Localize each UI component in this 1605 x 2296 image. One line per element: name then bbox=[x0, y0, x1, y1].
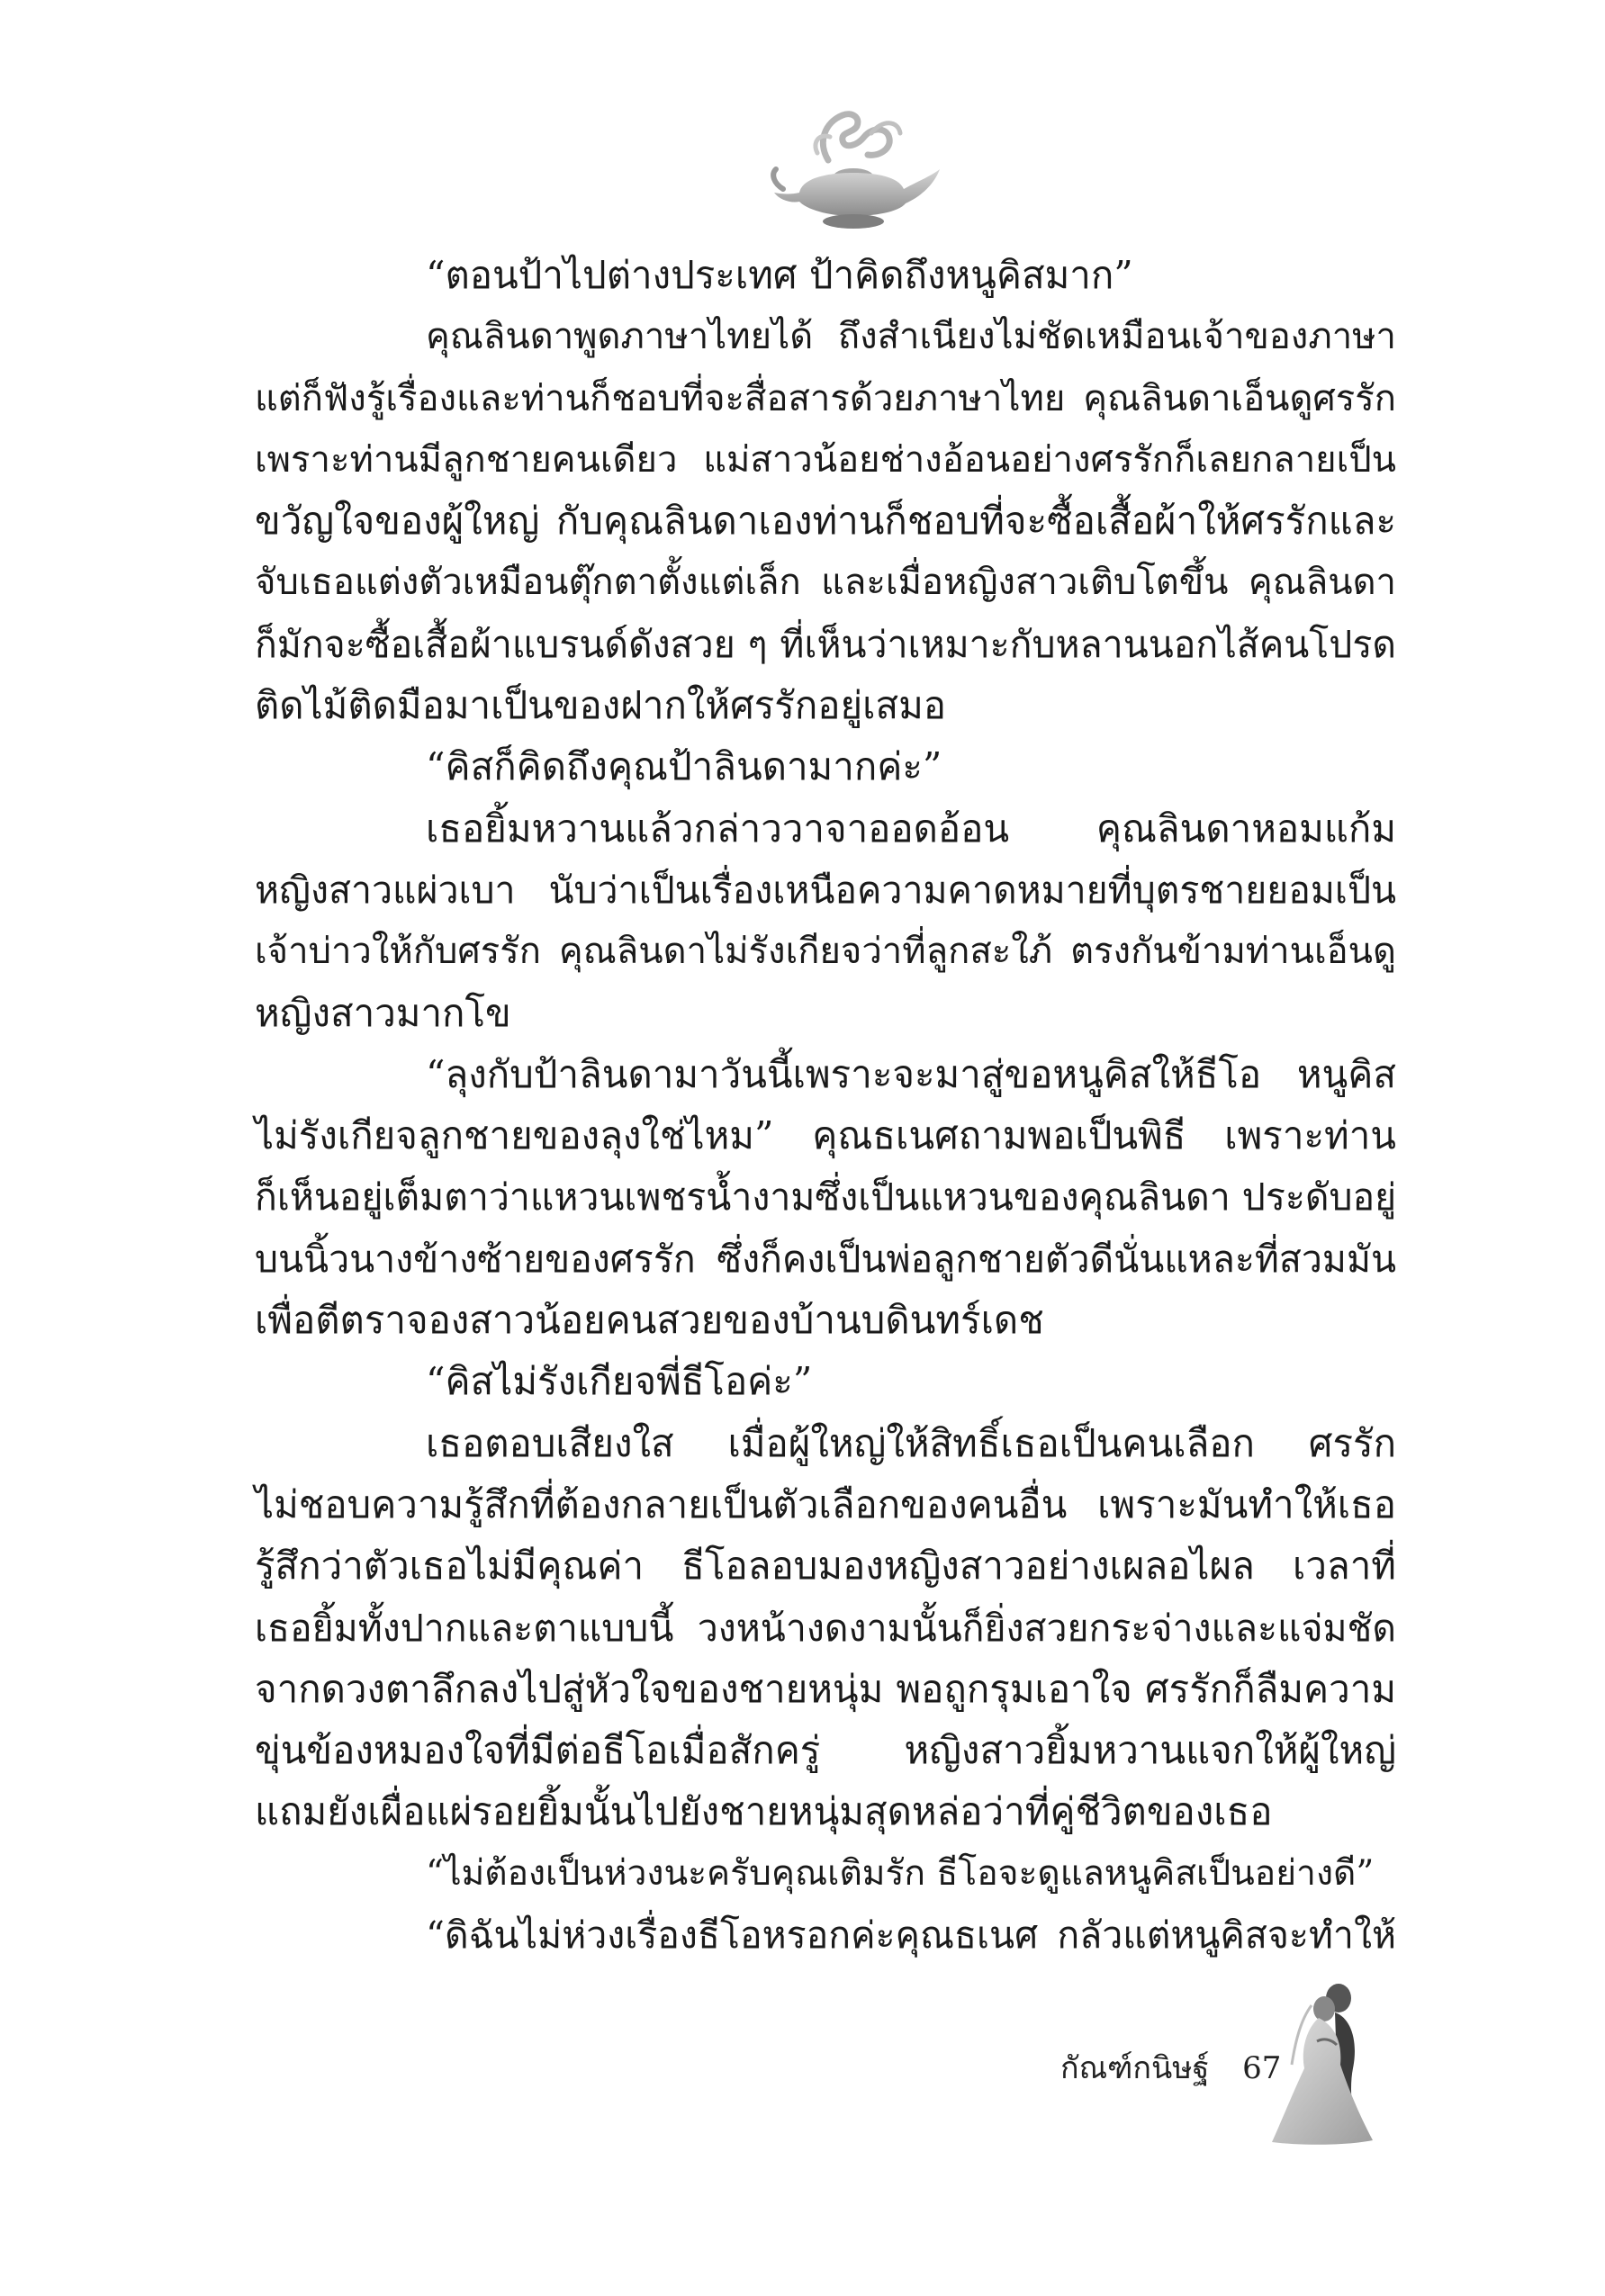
text-line bbox=[255, 798, 1396, 860]
text-line bbox=[255, 860, 1396, 921]
text-line bbox=[255, 491, 1396, 552]
text-line bbox=[255, 1904, 1396, 1966]
text-line bbox=[255, 1781, 1396, 1842]
text-line bbox=[255, 1044, 1396, 1105]
text-line-content: เจ้าบ่าวให้กับศรรัก คุณลินดาไม่รังเกียจว่าที่ลูกสะใภ้ ตรงกันข้ามท่านเอ็นดู bbox=[255, 931, 1396, 973]
text-line-content: เพื่อตีตราจองสาวน้อยคนสวยของบ้านบดินทร์เดช bbox=[255, 1298, 1044, 1343]
text-line bbox=[255, 1290, 1396, 1351]
genie-lamp-icon bbox=[763, 106, 943, 232]
text-line bbox=[255, 736, 1396, 797]
text-line-content: คุณลินดาพูดภาษาไทยได้ ถึงสำเนียงไม่ชัดเหมือนเจ้าของภาษา bbox=[426, 316, 1396, 358]
text-line-content: ติดไม้ติดมือมาเป็นของฝากให้ศรรักอยู่เสมอ bbox=[255, 683, 947, 728]
text-line-content: จากดวงตาลึกลงไปสู่หัวใจของชายหนุ่ม พอถูกรุมเอาใจ ศรรักก็ลืมความ bbox=[255, 1666, 1396, 1711]
text-line bbox=[255, 1474, 1396, 1535]
bride-groom-icon bbox=[1265, 1978, 1400, 2145]
text-line bbox=[255, 1413, 1396, 1474]
text-line bbox=[255, 1535, 1396, 1597]
text-line-content: แต่ก็ฟังรู้เรื่องและท่านก็ชอบที่จะสื่อสารด้วยภาษาไทย คุณลินดาเอ็นดูศรรัก bbox=[255, 377, 1396, 419]
text-line bbox=[255, 675, 1396, 736]
text-line bbox=[255, 1659, 1396, 1720]
text-line-content: ก็มักจะซื้อเสื้อผ้าแบรนด์ดังสวย ๆ ที่เห็นว่าเหมาะกับหลานนอกไส้คนโปรด bbox=[255, 622, 1396, 666]
book-title: กัณฑ์กนิษฐ์ bbox=[1060, 2050, 1210, 2086]
text-line bbox=[255, 1598, 1396, 1659]
text-line bbox=[255, 306, 1396, 367]
text-line-content: รู้สึกว่าตัวเธอไม่มีคุณค่า ธีโอลอบมองหญิงสาวอย่างเผลอไผล เวลาที่ bbox=[255, 1544, 1396, 1589]
text-line bbox=[255, 1166, 1396, 1228]
text-line-content: “ตอนป้าไปต่างประเทศ ป้าคิดถึงหนูคิสมาก” bbox=[426, 253, 1133, 297]
text-line bbox=[255, 552, 1396, 613]
text-line-content: เธอยิ้มหวานแล้วกล่าววาจาออดอ้อน คุณลินดาหอมแก้ม bbox=[426, 806, 1396, 851]
text-line-content: แถมยังเผื่อแผ่รอยยิ้มนั้นไปยังชายหนุ่มสุดหล่อว่าที่คู่ชีวิตของเธอ bbox=[255, 1789, 1273, 1834]
body-text bbox=[255, 245, 1396, 1966]
text-line-content: ก็เห็นอยู่เต็มตาว่าแหวนเพชรน้ำงามซึ่งเป็นแหวนของคุณลินดา ประดับอยู่ bbox=[255, 1175, 1397, 1220]
text-line bbox=[255, 1843, 1396, 1904]
text-line-content: บนนิ้วนางข้างซ้ายของศรรัก ซึ่งก็คงเป็นพ่อลูกชายตัวดีนั่นแหละที่สวมมัน bbox=[255, 1237, 1396, 1281]
text-line-content: “ไม่ต้องเป็นห่วงนะครับคุณเติมรัก ธีโอจะดูแลหนูคิสเป็นอย่างดี” bbox=[426, 1852, 1375, 1894]
text-line bbox=[255, 1351, 1396, 1412]
text-line-content: เธอตอบเสียงใส เมื่อผู้ใหญ่ให้สิทธิ์เธอเป็นคนเลือก ศรรัก bbox=[426, 1420, 1396, 1465]
text-line-content: หญิงสาวมากโข bbox=[255, 990, 511, 1035]
text-line-content: หญิงสาวแผ่วเบา นับว่าเป็นเรื่องเหนือความคาดหมายที่บุตรชายยอมเป็น bbox=[255, 868, 1396, 912]
text-line-content: ขวัญใจของผู้ใหญ่ กับคุณลินดาเองท่านก็ชอบที่จะซื้อเสื้อผ้าให้ศรรักและ bbox=[255, 499, 1396, 544]
text-line bbox=[255, 1720, 1396, 1781]
text-line bbox=[255, 429, 1396, 491]
text-line-content: เธอยิ้มทั้งปากและตาแบบนี้ วงหน้างดงามนั้นก็ยิ่งสวยกระจ่างและแจ่มชัด bbox=[255, 1606, 1396, 1650]
text-line bbox=[255, 1229, 1396, 1290]
text-line bbox=[255, 368, 1396, 429]
text-line bbox=[255, 921, 1396, 982]
page-footer bbox=[1060, 2043, 1281, 2092]
text-line bbox=[255, 245, 1396, 306]
page-number: 67 bbox=[1242, 2050, 1282, 2086]
text-line-content: “ลุงกับป้าลินดามาวันนี้เพราะจะมาสู่ขอหนูคิสให้ธีโอ หนูคิส bbox=[426, 1051, 1396, 1096]
text-line-content: “ดิฉันไม่ห่วงเรื่องธีโอหรอกค่ะคุณธเนศ กลัวแต่หนูคิสจะทำให้ bbox=[426, 1913, 1396, 1958]
text-line-content: ไม่ชอบความรู้สึกที่ต้องกลายเป็นตัวเลือกของคนอื่น เพราะมันทำให้เธอ bbox=[255, 1481, 1396, 1526]
text-line-content: ขุ่นข้องหมองใจที่มีต่อธีโอเมื่อสักครู่ หญิงสาวยิ้มหวานแจกให้ผู้ใหญ่ bbox=[255, 1728, 1396, 1773]
text-line bbox=[255, 983, 1396, 1044]
text-line-content: “คิสไม่รังเกียจพี่ธีโอค่ะ” bbox=[426, 1359, 813, 1404]
text-line bbox=[255, 1105, 1396, 1166]
text-line-content: “คิสก็คิดถึงคุณป้าลินดามากค่ะ” bbox=[426, 744, 942, 789]
text-line bbox=[255, 614, 1396, 675]
text-line-content: ไม่รังเกียจลูกชายของลุงใช่ไหม” คุณธเนศถามพอเป็นพิธี เพราะท่าน bbox=[255, 1113, 1396, 1158]
text-line-content: เพราะท่านมีลูกชายคนเดียว แม่สาวน้อยช่างอ้อนอย่างศรรักก็เลยกลายเป็น bbox=[255, 438, 1396, 481]
text-line-content: จับเธอแต่งตัวเหมือนตุ๊กตาตั้งแต่เล็ก และเมื่อหญิงสาวเติบโตขึ้น คุณลินดา bbox=[255, 562, 1396, 604]
